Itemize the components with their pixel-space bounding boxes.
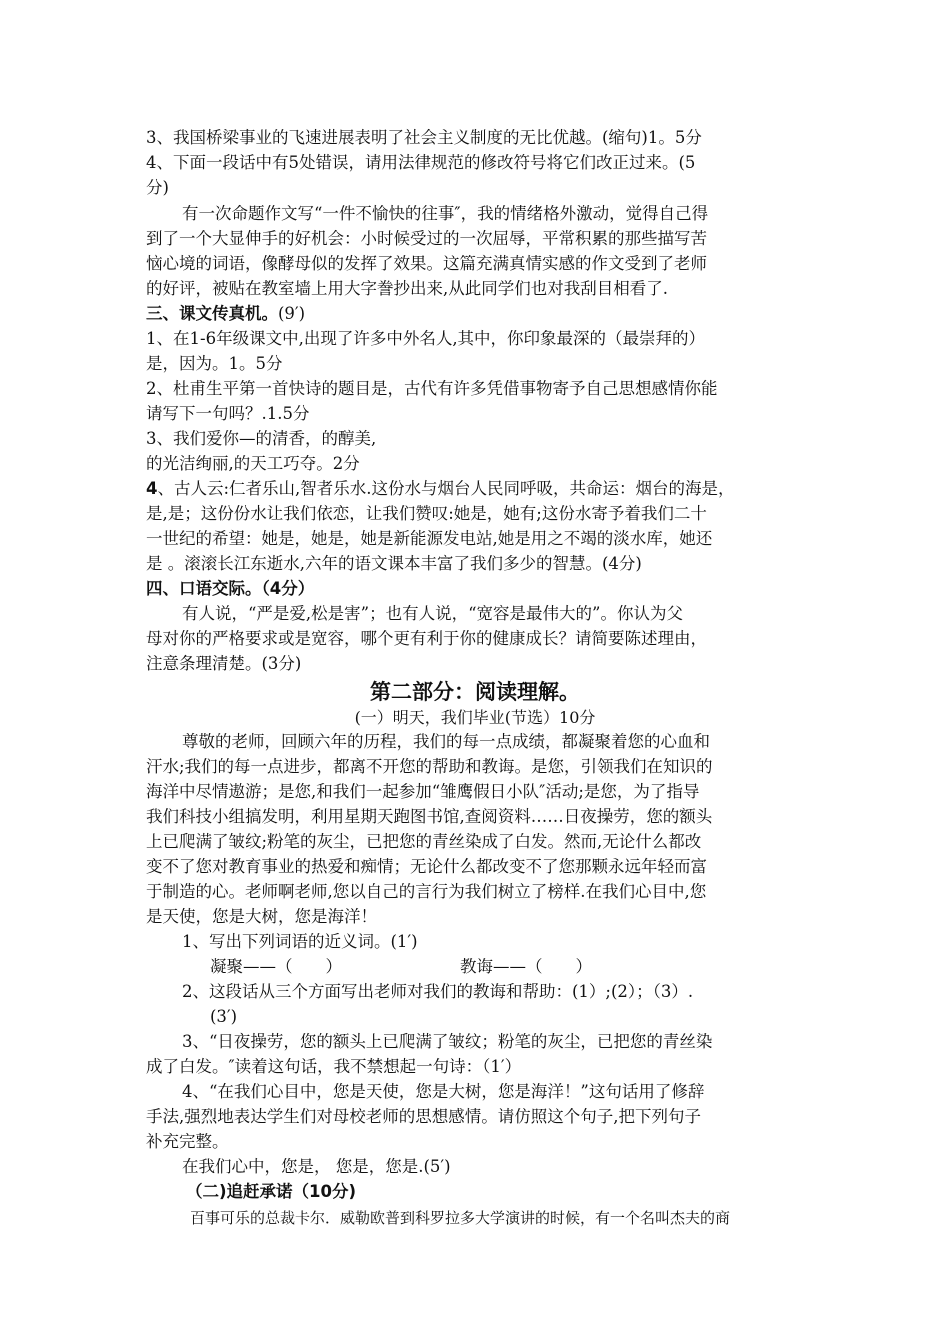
text-line: 的光洁绚丽,的天工巧夺。2分 (146, 454, 360, 473)
text-line: 4、下面一段话中有5处错误，请用法律规范的修改符号将它们改正过来。(5 (146, 153, 696, 172)
question-4: 4、“在我们心目中，您是天使，您是大树，您是海洋！”这句话用了修辞 (182, 1082, 705, 1101)
text-line: 我们科技小组搞发明，利用星期天跑图书馆,查阅资料……日夜操劳，您的额头 (146, 807, 713, 826)
question-1: 1、写出下列词语的近义词。(1′) (182, 932, 418, 951)
question-3: 3、“日夜操劳，您的额头上已爬满了皱纹；粉笔的灰尘，已把您的青丝染 (182, 1032, 713, 1051)
section3-score: (9′) (278, 304, 306, 323)
item-number: 4 (146, 479, 158, 498)
text-line: 母对你的严格要求或是宽容，哪个更有利于你的健康成长？请简要陈述理由， (146, 629, 707, 648)
text-line: 在我们心中，您是， 您是，您是.(5′) (182, 1157, 451, 1176)
text-line: 海洋中尽情遨游；是您,和我们一起参加“雏鹰假日小队″活动;是您，为了指导 (146, 782, 700, 801)
text-line: 3、我们爱你—的清香，的醇美, (146, 429, 377, 448)
text-line: 一世纪的希望：她是，她是，她是新能源发电站,她是用之不竭的淡水库，她还 (146, 529, 713, 548)
text-line: 补充完整。 (146, 1132, 229, 1151)
text-line: 成了白发。″读着这句话，我不禁想起一句诗：（1′） (146, 1057, 522, 1076)
text-line: 手法,强烈地表达学生们对母校老师的思想感情。请仿照这个句子,把下列句子 (146, 1107, 701, 1126)
question-2: 2、这段话从三个方面写出老师对我们的教诲和帮助：(1）;(2）；（3）. (182, 982, 694, 1001)
text-line: 恼心境的词语，像酵母似的发挥了效果。这篇充满真情实感的作文受到了老师 (146, 254, 707, 273)
reading1-title: (一）明天，我们毕业(节选）10分 (354, 708, 596, 727)
text-line: 是,是；这份份水让我们依恋，让我们赞叹:她是，她有;这份水寄予着我们二十 (146, 504, 707, 523)
part2-title: 第二部分：阅读理解。 (370, 680, 580, 704)
text-line: 有人说，“严是爱,松是害”；也有人说，“宽容是最伟大的”。你认为父 (182, 604, 683, 623)
text-line: 变不了您对教育事业的热爱和痴情；无论什么都改变不了您那颗永远年轻而富 (146, 857, 707, 876)
text-line: 汗水;我们的每一点进步，都离不开您的帮助和教诲。是您，引领我们在知识的 (146, 757, 713, 776)
text-line: 注意条理清楚。(3分) (146, 654, 302, 673)
text-line: 请写下一句吗？.1.5分 (146, 404, 310, 423)
reading2-title: （二)追赶承诺（10分) (186, 1182, 357, 1201)
text-line: 上已爬满了皱纹;粉笔的灰尘，已把您的青丝染成了白发。然而,无论什么都改 (146, 832, 702, 851)
text-line: 的好评，被贴在教室墙上用大字誊抄出来,从此同学们也对我刮目相看了. (146, 279, 668, 298)
text-line: 有一次命题作文写“一件不愉快的往事″，我的情绪格外激动，觉得自己得 (182, 204, 709, 223)
section3-heading: 三、课文传真机。 (146, 304, 278, 323)
text-line: 百事可乐的总裁卡尔．威勒欧普到科罗拉多大学演讲的时候，有一个名叫杰夫的商 (190, 1209, 731, 1227)
text-line: 2、杜甫生平第一首快诗的题目是，古代有许多凭借事物寄予自己思想感情你能 (146, 379, 718, 398)
text-line: 是，因为。1。5分 (146, 354, 283, 373)
section-heading (146, 302, 836, 326)
section4-heading: 四、口语交际。（4分） (146, 579, 315, 598)
question-2-score: (3′) (210, 1007, 238, 1026)
text-line: 尊敬的老师，回顾六年的历程，我们的每一点成绩，都凝聚着您的心血和 (182, 732, 710, 751)
text-line: 于制造的心。老师啊老师,您以自己的言行为我们树立了榜样.在我们心目中,您 (146, 882, 707, 901)
question-1-item-a: 凝聚——（ ） (210, 957, 342, 976)
text-line: 到了一个大显伸手的好机会：小时候受过的一次屈辱，平常积累的那些描写苦 (146, 229, 707, 248)
question-1-item-b: 教诲——（ ） (460, 957, 592, 976)
text-line (146, 477, 836, 501)
text-line: 3、我国桥梁事业的飞速进展表明了社会主义制度的无比优越。(缩句)1。5分 (146, 128, 702, 147)
text-line: 1、在1-6年级课文中,出现了许多中外名人,其中，你印象最深的（最崇拜的） (146, 329, 706, 348)
text-line: 分) (146, 178, 169, 197)
text-line: 是 。滚滚长江东逝水,六年的语文课本丰富了我们多少的智慧。(4分) (146, 554, 642, 573)
text-run: 、古人云:仁者乐山,智者乐水.这份水与烟台人民同呼吸，共命运：烟台的海是， (157, 479, 735, 498)
text-line: 是天使，您是大树，您是海洋！ (146, 907, 377, 926)
